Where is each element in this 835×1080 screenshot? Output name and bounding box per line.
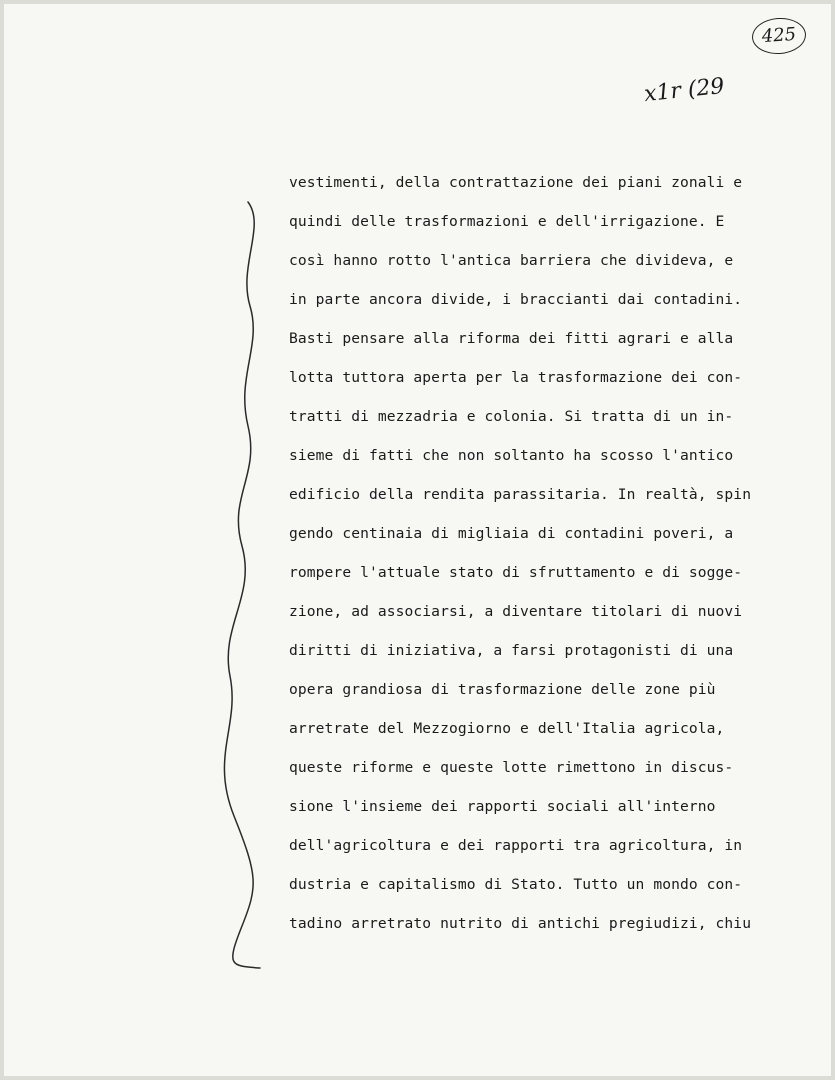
text-line: sieme di fatti che non soltanto ha scosso l'antico — [289, 447, 734, 464]
text-line: sione l'insieme dei rapporti sociali all'interno — [289, 798, 716, 815]
text-line: tratti di mezzadria e colonia. Si tratta di un in- — [289, 408, 734, 425]
text-line: edificio della rendita parassitaria. In realtà, spin — [289, 486, 752, 503]
text-line: quindi delle trasformazioni e dell'irrigazione. E — [289, 213, 725, 230]
text-line: dustria e capitalismo di Stato. Tutto un mondo con- — [289, 876, 743, 893]
text-line: in parte ancora divide, i braccianti dai contadini. — [289, 291, 743, 308]
text-line: queste riforme e queste lotte rimettono in discus- — [289, 759, 734, 776]
page-number-stamp: 425 — [751, 16, 807, 56]
handwritten-note: x1r (29 — [642, 73, 726, 108]
text-line: zione, ad associarsi, a diventare titolari di nuovi — [289, 603, 743, 620]
margin-bracket-mark — [208, 196, 288, 976]
text-line: gendo centinaia di migliaia di contadini poveri, a — [289, 525, 734, 542]
text-line: così hanno rotto l'antica barriera che divideva, e — [289, 252, 734, 269]
text-line: rompere l'attuale stato di sfruttamento e di sogge- — [289, 564, 743, 581]
text-line: vestimenti, della contrattazione dei piani zonali e — [289, 174, 743, 191]
text-line: dell'agricoltura e dei rapporti tra agricoltura, in — [289, 837, 743, 854]
text-line: diritti di iniziativa, a farsi protagonisti di una — [289, 642, 734, 659]
text-line: opera grandiosa di trasformazione delle zone più — [289, 681, 716, 698]
text-line: lotta tuttora aperta per la trasformazione dei con- — [289, 369, 743, 386]
text-line: Basti pensare alla riforma dei fitti agrari e alla — [289, 330, 734, 347]
typed-text-block — [289, 168, 809, 948]
text-line: tadino arretrato nutrito di antichi pregiudizi, chiu — [289, 915, 752, 932]
text-line: arretrate del Mezzogiorno e dell'Italia agricola, — [289, 720, 725, 737]
